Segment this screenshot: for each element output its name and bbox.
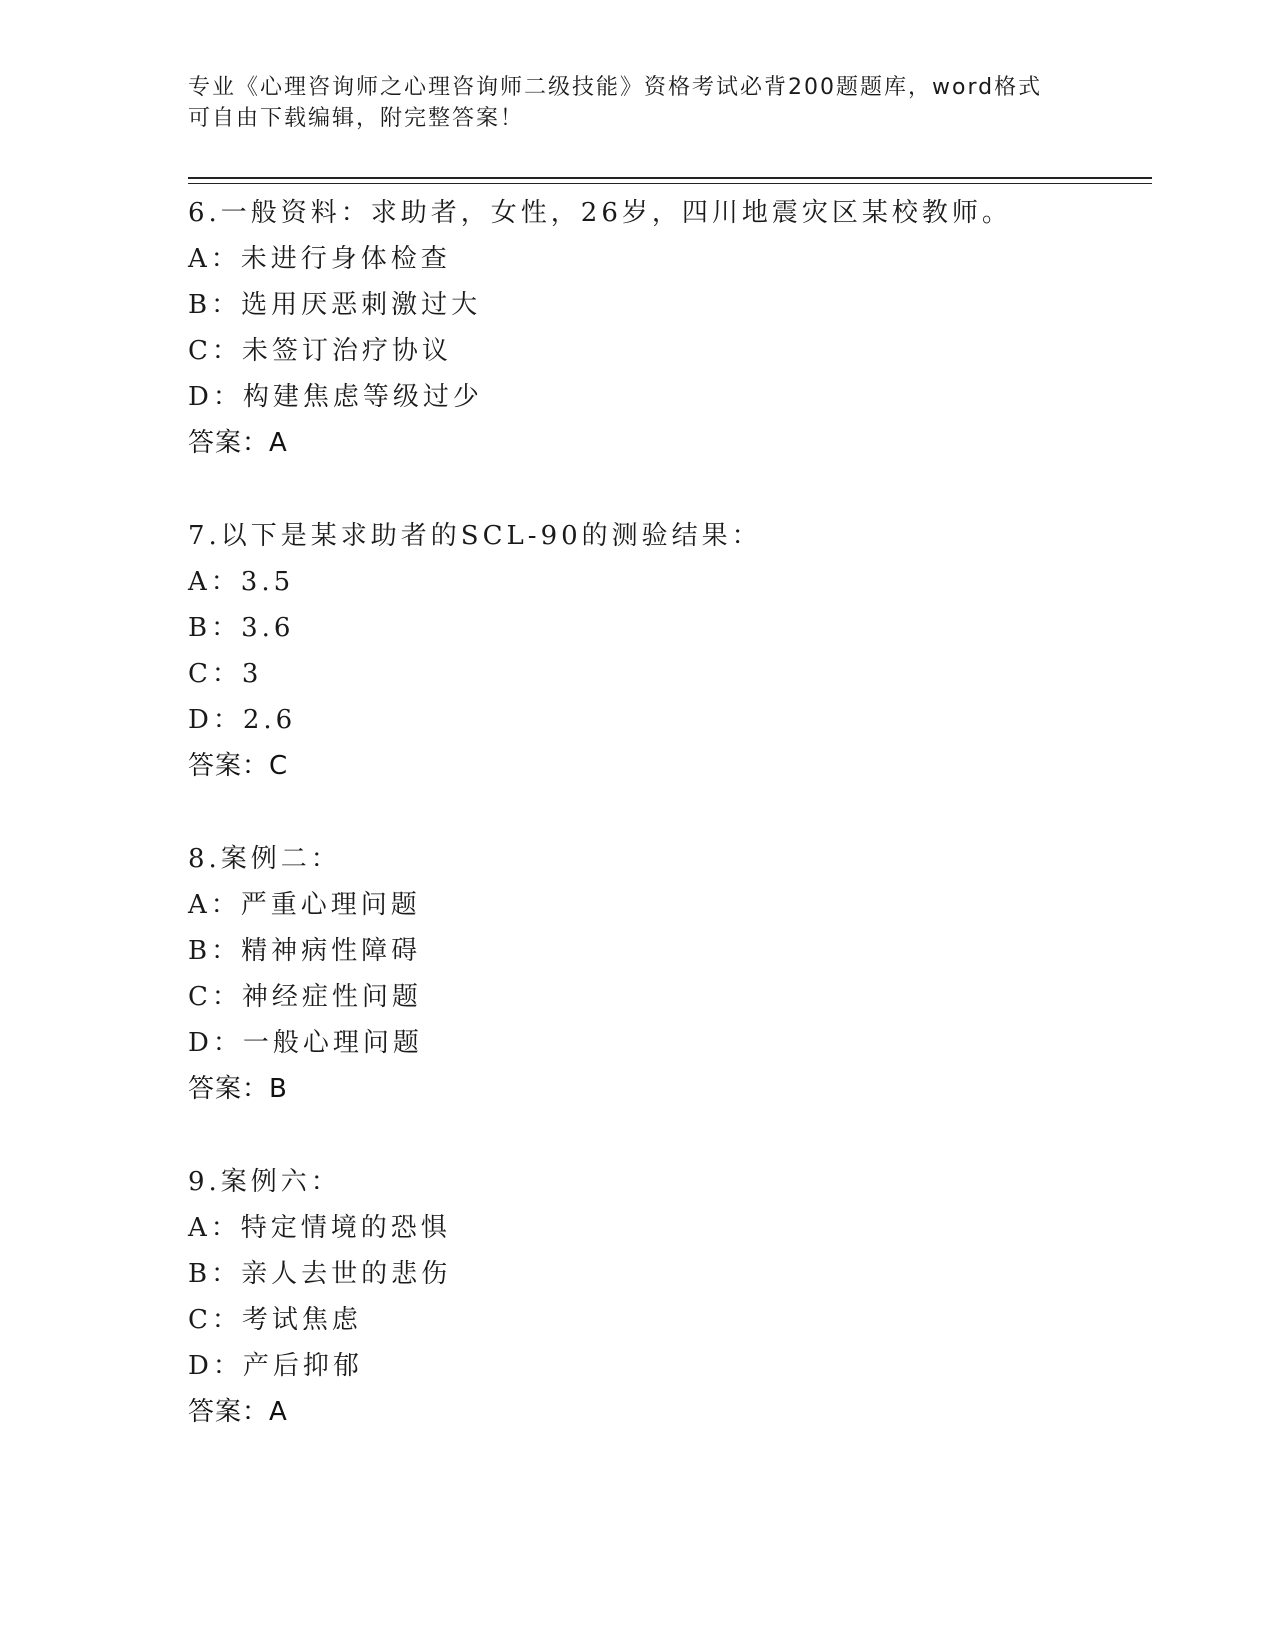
option-d: D：构建焦虑等级过少 xyxy=(188,382,483,412)
option-a: A：严重心理问题 xyxy=(188,890,421,920)
answer: 答案：C xyxy=(188,751,289,781)
question-stem: 8.案例二： xyxy=(188,844,341,874)
option-b: B：精神病性障碍 xyxy=(188,936,422,966)
question-6 xyxy=(188,190,1148,466)
option-b: B：3.6 xyxy=(188,613,295,643)
question-8 xyxy=(188,836,1148,1112)
option-c: C：神经症性问题 xyxy=(188,982,422,1012)
option-c: C：3 xyxy=(188,659,263,689)
option-c: C：未签订治疗协议 xyxy=(188,336,452,366)
question-stem: 7.以下是某求助者的SCL-90的测验结果： xyxy=(188,521,762,551)
document-header xyxy=(188,72,1088,134)
header-title-line-1: 专业《心理咨询师之心理咨询师二级技能》资格考试必背200题题库，word格式 xyxy=(188,75,1043,100)
header-title-line-2: 可自由下载编辑，附完整答案！ xyxy=(188,106,525,131)
option-a: A：未进行身体检查 xyxy=(188,244,451,274)
question-9 xyxy=(188,1159,1148,1435)
option-d: D：一般心理问题 xyxy=(188,1028,423,1058)
option-c: C：考试焦虑 xyxy=(188,1305,362,1335)
header-divider-thick xyxy=(188,177,1152,179)
question-stem: 9.案例六： xyxy=(188,1167,341,1197)
question-7 xyxy=(188,513,1148,789)
option-d: D：产后抑郁 xyxy=(188,1351,363,1381)
answer: 答案：A xyxy=(188,428,288,458)
option-b: B：亲人去世的悲伤 xyxy=(188,1259,452,1289)
question-list xyxy=(188,190,1148,1482)
answer: 答案：B xyxy=(188,1074,288,1104)
option-b: B：选用厌恶刺激过大 xyxy=(188,290,482,320)
question-stem: 6.一般资料：求助者，女性，26岁，四川地震灾区某校教师。 xyxy=(188,198,1012,228)
header-divider-thin xyxy=(188,183,1152,184)
option-a: A：特定情境的恐惧 xyxy=(188,1213,451,1243)
answer: 答案：A xyxy=(188,1397,288,1427)
option-a: A：3.5 xyxy=(188,567,295,597)
option-d: D：2.6 xyxy=(188,705,297,735)
